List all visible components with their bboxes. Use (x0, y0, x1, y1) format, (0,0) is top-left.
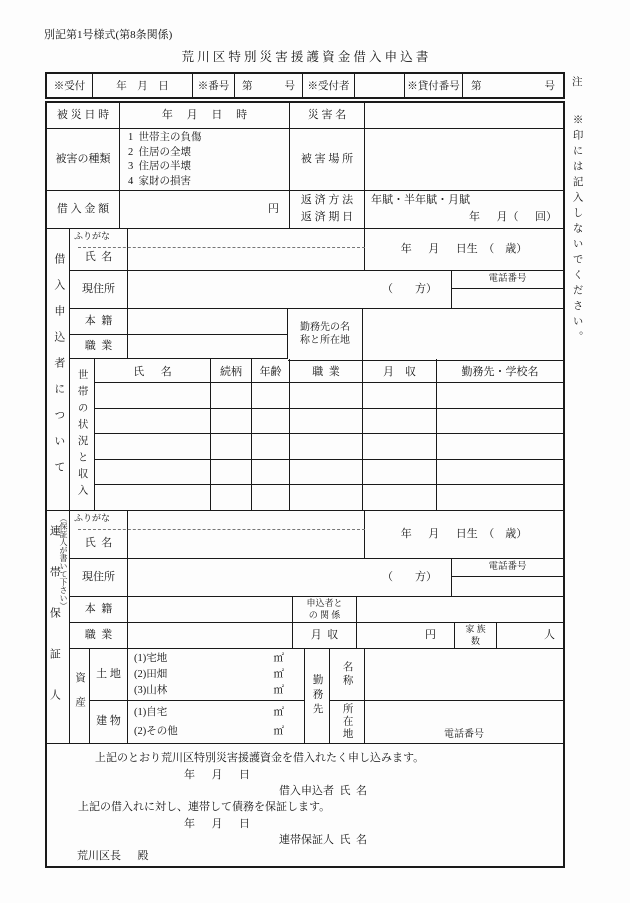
repay-method-label: 返 済 方 法 (300, 194, 354, 207)
field-applicant-birth[interactable]: 年 月 日生 （ 歳） (365, 229, 563, 271)
furigana-divider (78, 247, 365, 248)
field-land[interactable] (128, 649, 305, 701)
guarantor-address-label: 現住所 (70, 559, 128, 597)
field-guarantor-income[interactable]: 円 (357, 623, 455, 649)
note-mark: 注 (572, 77, 583, 88)
household-cell[interactable] (252, 485, 290, 510)
field-guarantor-family-count[interactable]: 人 (497, 623, 563, 649)
workplace-strip (305, 649, 330, 744)
household-col-occupation: 職 業 (290, 359, 363, 382)
apply-declaration: 上記のとおり荒川区特別災害援護資金を借入れたく申し込みます。 (95, 752, 425, 764)
damage-type-option: 3 住居の半壊 (128, 161, 191, 173)
household-row (95, 409, 563, 435)
field-guarantee-date[interactable]: 年 月 日 (184, 818, 250, 830)
guarantor-family-label (455, 623, 497, 649)
applicant-name-labels (70, 229, 128, 271)
sqm-unit: ㎡ (273, 668, 284, 680)
field-loan-amount[interactable]: 円 (120, 191, 290, 229)
assets-section-label: 資産 (74, 671, 86, 721)
main-form (45, 101, 565, 868)
field-guarantor-phone[interactable] (452, 577, 563, 596)
field-applicant-registry[interactable] (128, 309, 288, 335)
guarantor-phone-cell (452, 559, 563, 597)
field-applicant-name[interactable] (128, 229, 365, 271)
damage-type-option: 4 家財の損害 (128, 176, 191, 188)
land-item: (1)宅地 (134, 652, 168, 664)
field-workplace-name[interactable] (365, 649, 563, 701)
guarantor-relation-label (293, 597, 357, 623)
furigana-label: ふりがな (74, 513, 111, 523)
field-guarantor-signature[interactable]: 連帯保証人 氏 名 (279, 834, 367, 846)
reception-receiver-label: ※受付者 (303, 74, 355, 97)
field-apply-date[interactable]: 年 月 日 (184, 769, 250, 781)
disaster-name-label: 災 害 名 (290, 103, 365, 129)
household-cell[interactable] (437, 383, 563, 408)
household-cell[interactable] (363, 460, 437, 485)
household-cell[interactable] (363, 409, 437, 434)
field-guarantor-occupation[interactable] (128, 623, 293, 649)
land-label: 土 地 (90, 649, 128, 701)
reception-row (45, 72, 565, 99)
household-row (95, 383, 563, 409)
field-building[interactable] (128, 701, 305, 744)
field-receipt-date[interactable]: 年 月 日 (93, 74, 193, 97)
reception-number-label: ※番号 (193, 74, 235, 97)
furigana-divider (78, 529, 365, 530)
workplace-name-label (330, 649, 365, 701)
household-cell[interactable] (252, 383, 290, 408)
repay-due-label: 返 済 期 日 (300, 211, 354, 224)
household-col-age: 年齢 (252, 359, 290, 382)
field-applicant-occupation[interactable] (128, 335, 288, 359)
building-label: 建 物 (90, 701, 128, 744)
workplace-label-line1: 勤務先の名 (300, 322, 350, 333)
loan-number-prefix: 第 (471, 81, 482, 92)
household-rows (95, 383, 563, 511)
field-guarantor-birth[interactable]: 年 月 日生 （ 歳） (365, 511, 563, 559)
household-cell[interactable] (437, 460, 563, 485)
applicant-section-label: 借入申込者について (52, 252, 65, 487)
field-receipt-number[interactable] (235, 74, 303, 97)
guarantor-income-label: 月 収 (293, 623, 357, 649)
loan-amount-label: 借 入 金 額 (47, 191, 120, 229)
field-disaster-name[interactable] (365, 103, 563, 129)
number-prefix: 第 (242, 81, 253, 92)
household-cell[interactable] (211, 383, 252, 408)
guarantor-section-strip (47, 511, 70, 744)
workplace-location-label-text: 所在地 (341, 703, 353, 741)
household-cell[interactable] (290, 460, 363, 485)
repay-method-options: 年賦・半年賦・月賦 (371, 194, 470, 207)
field-guarantor-registry[interactable] (128, 597, 293, 623)
household-cell[interactable] (252, 460, 290, 485)
household-cell[interactable] (290, 383, 363, 408)
field-guarantor-address[interactable]: （ 方） (128, 559, 452, 597)
sqm-unit: ㎡ (273, 707, 284, 719)
household-cell[interactable] (252, 409, 290, 434)
page-title: 荒 川 区 特 別 災 害 援 護 資 金 借 入 申 込 書 (181, 50, 429, 64)
household-cell[interactable] (363, 485, 437, 510)
note-text: ※印には記入しないでください。 (571, 113, 583, 347)
household-section-strip (70, 359, 95, 511)
phone-label: 電話番号 (452, 559, 563, 577)
guarantor-section-note: （保証人が書いて下さい） (59, 514, 68, 610)
damage-place-label: 被 害 場 所 (290, 129, 365, 191)
applicant-workplace-label (288, 309, 363, 361)
household-col-name: 氏 名 (95, 359, 211, 382)
field-applicant-signature[interactable]: 借入申込者 氏 名 (279, 785, 367, 797)
field-damage-place[interactable] (365, 129, 563, 191)
workplace-phone-label: 電話番号 (444, 728, 484, 740)
building-item: (2)その他 (134, 725, 178, 737)
workplace-location-label (330, 701, 365, 744)
household-cell[interactable] (95, 383, 211, 408)
applicant-registry-label: 本 籍 (70, 309, 128, 335)
number-suffix: 号 (284, 81, 295, 92)
sqm-unit: ㎡ (273, 725, 284, 737)
repay-due-value: 年 月（ 回） (469, 211, 557, 224)
land-item: (2)田畑 (134, 668, 168, 680)
household-cell[interactable] (363, 434, 437, 459)
applicant-phone-cell (452, 271, 563, 309)
household-cell[interactable] (437, 409, 563, 434)
household-cell[interactable] (211, 460, 252, 485)
addressee: 荒川区長 殿 (77, 850, 149, 862)
family-label-line1: 家 族 (465, 624, 486, 635)
household-cell[interactable] (363, 383, 437, 408)
field-repayment[interactable] (365, 191, 563, 229)
household-section-label: 世帯の状況と収入 (76, 368, 88, 501)
guarantor-registry-label: 本 籍 (70, 597, 128, 623)
guarantor-name-labels (70, 511, 128, 559)
household-cell[interactable] (290, 434, 363, 459)
workplace-label-line2: 称と所在地 (300, 334, 350, 346)
guarantor-occupation-label: 職 業 (70, 623, 128, 649)
household-cell[interactable] (252, 434, 290, 459)
field-loan-number[interactable] (463, 74, 563, 97)
workplace-strip-label: 勤務先 (311, 674, 323, 718)
damage-type-label: 被害の種類 (47, 129, 120, 191)
household-cell[interactable] (95, 434, 211, 459)
household-col-relation: 続柄 (211, 359, 252, 382)
assets-section-strip (70, 649, 90, 744)
field-guarantor-relation[interactable] (357, 597, 563, 623)
declaration-block (47, 744, 563, 866)
furigana-label: ふりがな (74, 231, 111, 241)
household-cell[interactable] (290, 485, 363, 510)
field-receiver[interactable] (355, 74, 405, 97)
guarantor-section-label: 連帯保証人 (48, 524, 61, 730)
applicant-occupation-label: 職 業 (70, 335, 128, 359)
guarantee-declaration: 上記の借入れに対し、連帯して債務を保証します。 (78, 801, 331, 813)
field-workplace-location[interactable] (365, 701, 563, 744)
household-row (95, 485, 563, 511)
name-label: 氏 名 (84, 251, 113, 264)
household-row (95, 460, 563, 486)
loan-number-suffix: 号 (544, 81, 555, 92)
sqm-unit: ㎡ (273, 652, 284, 664)
household-cell[interactable] (95, 409, 211, 434)
household-header (95, 359, 563, 383)
field-applicant-phone[interactable] (452, 289, 563, 308)
reception-loan-number-label: ※貸付番号 (405, 74, 463, 97)
household-cell[interactable] (437, 434, 563, 459)
family-label-line2: 数 (470, 635, 480, 646)
household-col-income: 月 収 (363, 359, 437, 382)
household-cell[interactable] (95, 485, 211, 510)
form-reference: 別記第1号様式(第8条関係) (44, 29, 173, 41)
damage-type-option: 1 世帯主の負傷 (128, 131, 202, 143)
disaster-datetime-label: 被 災 日 時 (47, 103, 120, 129)
note-column (566, 100, 588, 360)
household-cell[interactable] (211, 434, 252, 459)
relation-label-line1: 申込者と (306, 598, 343, 609)
land-item: (3)山林 (134, 684, 168, 696)
field-guarantor-name[interactable] (128, 511, 365, 559)
damage-type-options[interactable] (120, 129, 290, 191)
name-label: 氏 名 (84, 537, 113, 550)
field-disaster-datetime[interactable]: 年 月 日 時 (120, 103, 290, 129)
relation-label-line2: の 関 係 (308, 609, 341, 620)
applicant-section-strip (47, 229, 70, 511)
building-item: (1)自宅 (134, 707, 168, 719)
phone-label: 電話番号 (452, 271, 563, 289)
household-cell[interactable] (95, 460, 211, 485)
field-applicant-workplace[interactable] (363, 309, 563, 361)
field-applicant-address[interactable]: （ 方） (128, 271, 452, 309)
household-cell[interactable] (211, 485, 252, 510)
household-col-school: 勤務先・学校名 (461, 365, 539, 378)
workplace-name-label-text: 名称 (341, 661, 353, 688)
damage-type-option: 2 住居の全壊 (128, 146, 191, 158)
sqm-unit: ㎡ (273, 684, 284, 696)
repayment-labels (290, 191, 365, 229)
household-row (95, 434, 563, 460)
applicant-address-label: 現住所 (70, 271, 128, 309)
reception-receipt-label: ※受付 (47, 74, 93, 97)
household-cell[interactable] (437, 485, 563, 510)
household-cell[interactable] (290, 409, 363, 434)
household-cell[interactable] (211, 409, 252, 434)
